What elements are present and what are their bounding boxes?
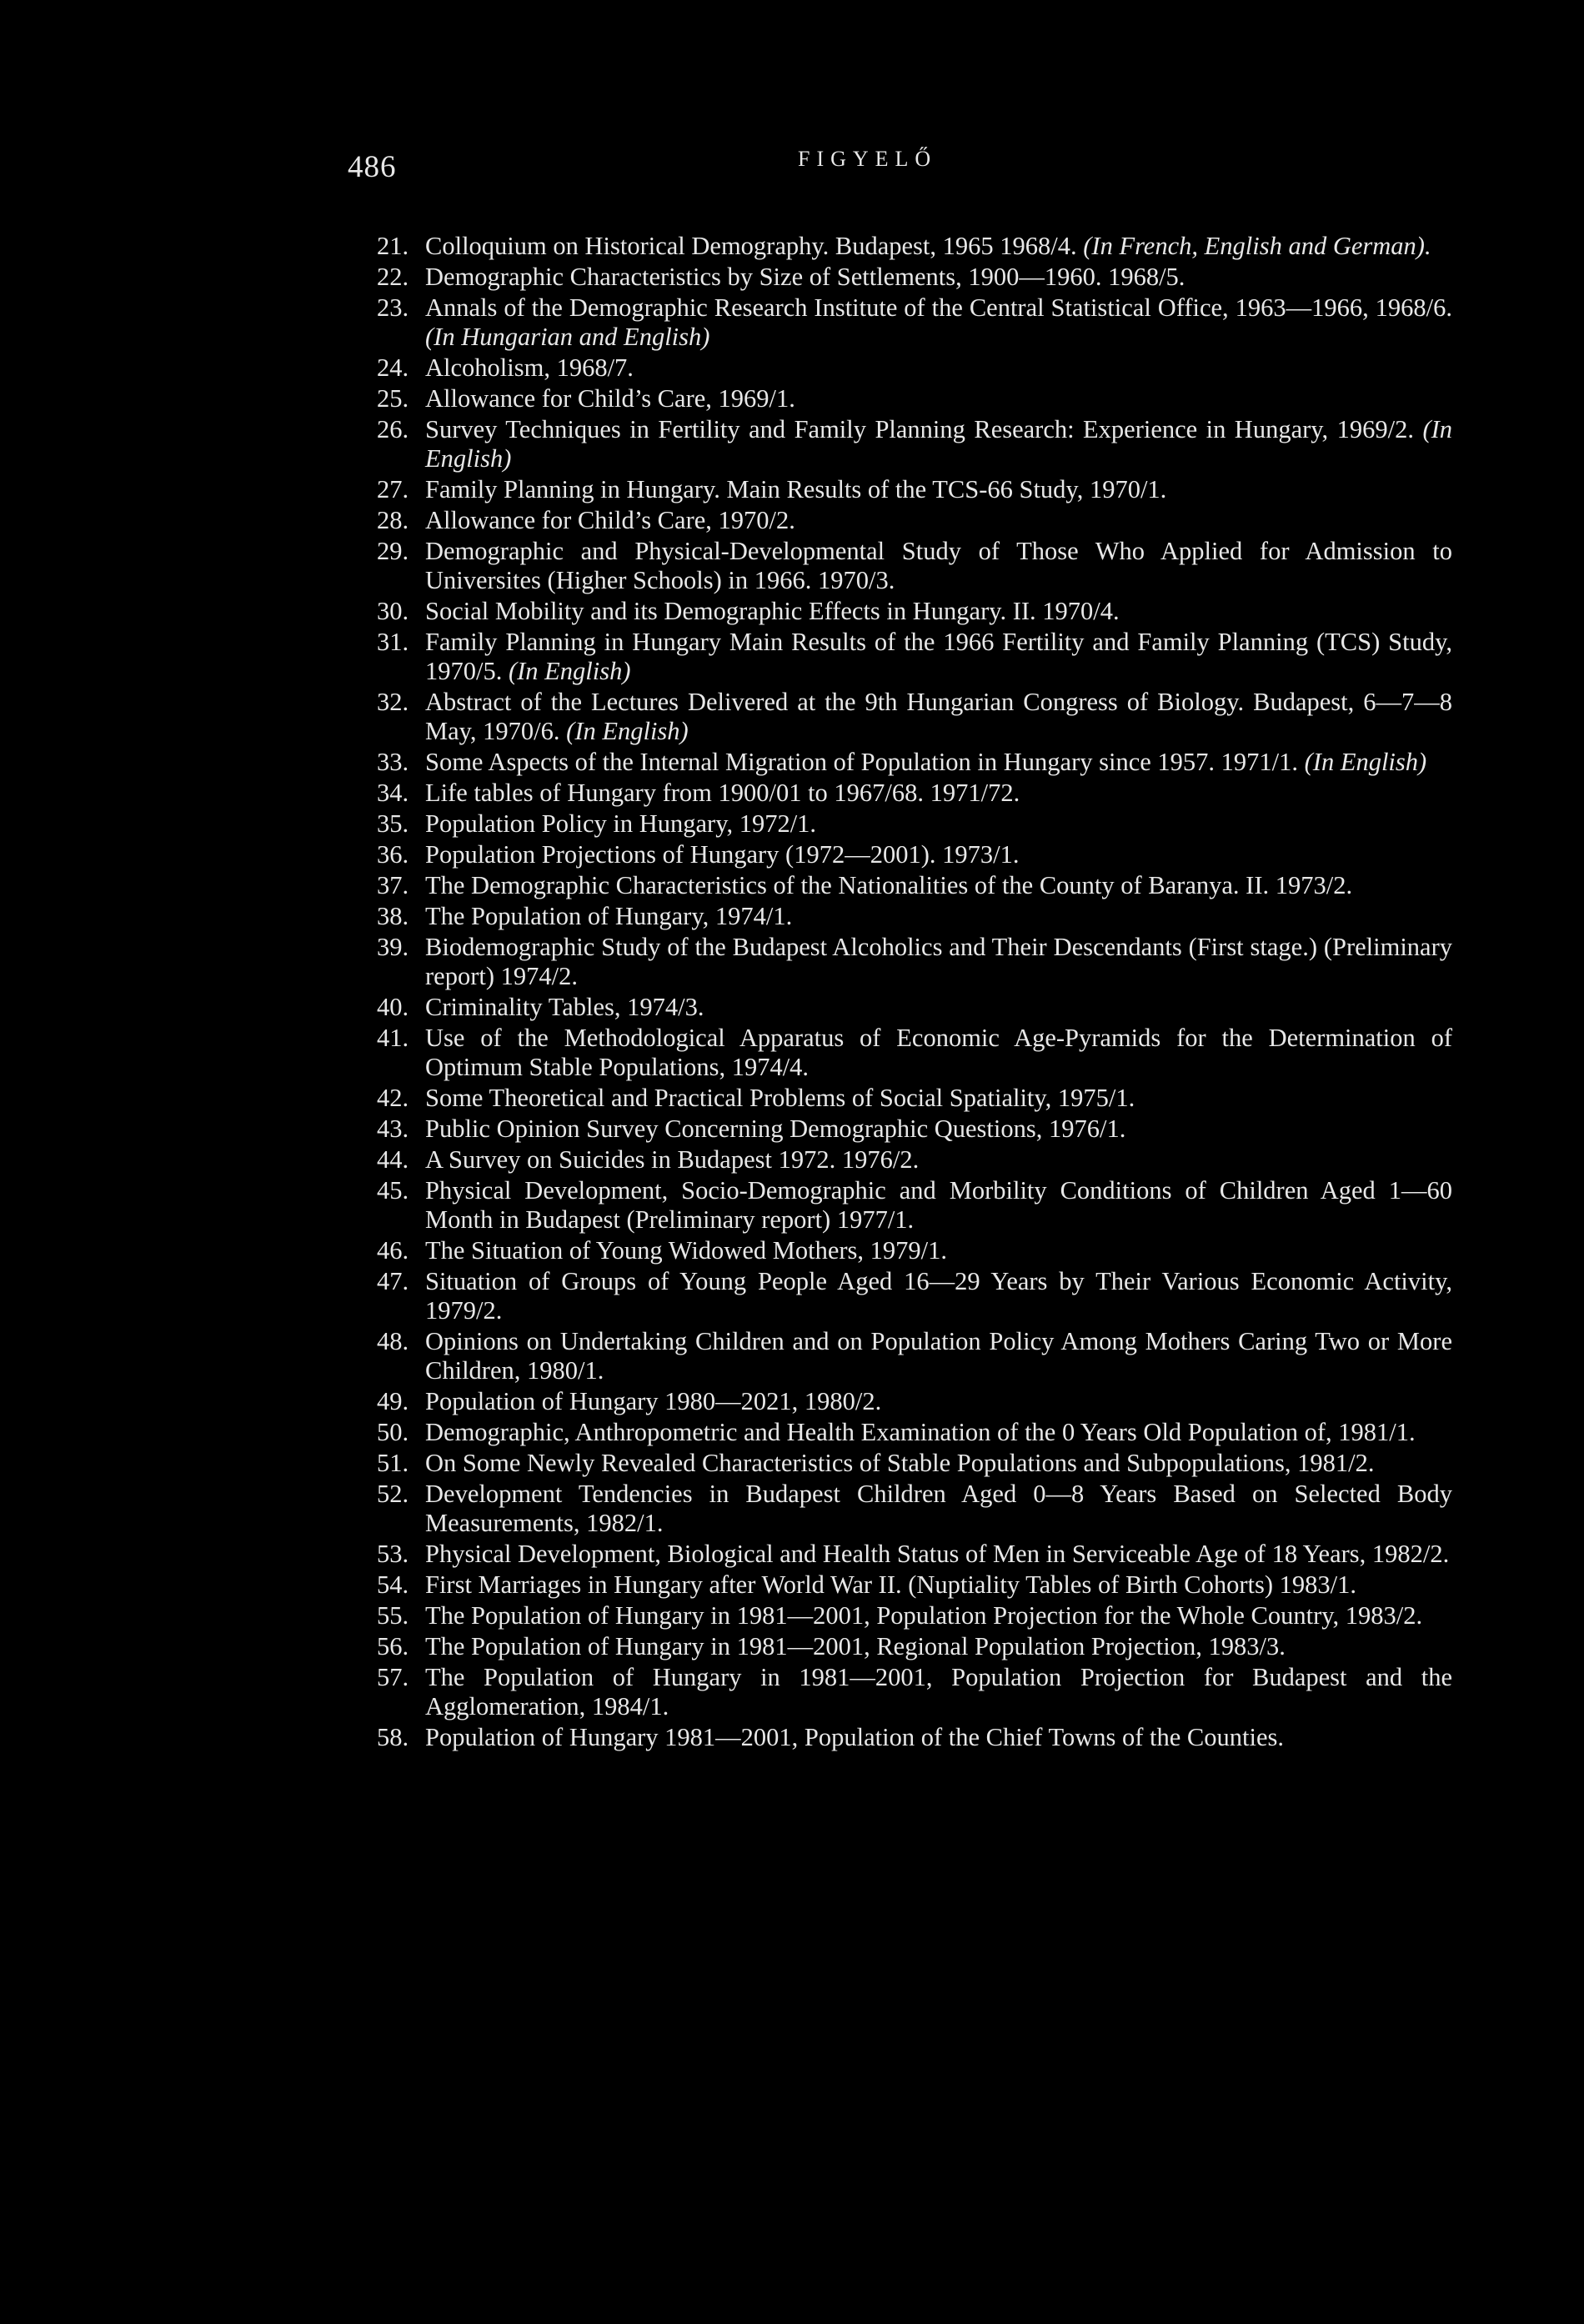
entry-language-note: (In French, English and German).	[1083, 232, 1431, 260]
entry-text	[425, 1024, 1452, 1082]
entry-number: 44.	[377, 1145, 409, 1174]
entry-number: 23.	[377, 293, 409, 322]
entry-text	[425, 809, 1452, 839]
entry-title: Development Tendencies in Budapest Children Aged 0—8 Years Based on Selected Body Measurements, 1982/1.	[425, 1480, 1452, 1537]
entry-text	[425, 902, 1452, 931]
running-title: FIGYELŐ	[798, 147, 938, 171]
entry-title: Allowance for Child’s Care, 1970/2.	[425, 506, 795, 534]
list-item	[377, 1449, 1452, 1478]
list-item	[377, 353, 1452, 383]
entry-text	[425, 748, 1452, 777]
list-item	[377, 537, 1452, 595]
entry-text	[425, 293, 1452, 352]
entry-title: Physical Development, Socio-Demographic and Morbility Conditions of Children Aged 1—60 Month in Budapest (Preliminary report) 1977/1.	[425, 1176, 1452, 1234]
entry-title: Physical Development, Biological and Health Status of Men in Serviceable Age of 18 Years, 1982/2.	[425, 1540, 1450, 1568]
entry-number: 46.	[377, 1236, 409, 1265]
entry-number: 30.	[377, 597, 409, 625]
list-item	[377, 1267, 1452, 1325]
list-item	[377, 597, 1452, 626]
entry-text	[425, 993, 1452, 1022]
entry-text	[425, 1327, 1452, 1385]
entry-text	[425, 871, 1452, 900]
entry-number: 47.	[377, 1267, 409, 1295]
entry-text	[425, 1084, 1452, 1113]
entry-number: 36.	[377, 840, 409, 869]
list-item	[377, 1327, 1452, 1385]
entry-title: Survey Techniques in Fertility and Family Planning Research: Experience in Hungary, 1969/2.	[425, 415, 1414, 443]
list-item	[377, 1480, 1452, 1538]
entry-number: 48.	[377, 1327, 409, 1355]
entry-title: The Situation of Young Widowed Mothers, 1979/1.	[425, 1236, 947, 1265]
entry-title: First Marriages in Hungary after World War II. (Nuptiality Tables of Birth Cohorts) 1983/1.	[425, 1570, 1357, 1599]
entry-language-note: (In English)	[508, 657, 631, 685]
entry-text	[425, 840, 1452, 869]
entry-title: Public Opinion Survey Concerning Demographic Questions, 1976/1.	[425, 1114, 1126, 1143]
list-item	[377, 232, 1452, 261]
entry-title: The Population of Hungary in 1981—2001, Population Projection for Budapest and the Agglomeration, 1984/1.	[425, 1663, 1452, 1720]
list-item	[377, 1145, 1452, 1175]
list-item	[377, 1418, 1452, 1447]
list-item	[377, 263, 1452, 292]
list-item	[377, 293, 1452, 352]
entry-text	[425, 1236, 1452, 1265]
list-item	[377, 384, 1452, 413]
publication-list	[377, 232, 1452, 1754]
list-item	[377, 1114, 1452, 1144]
entry-number: 22.	[377, 263, 409, 291]
list-item	[377, 1723, 1452, 1752]
entry-title: Population of Hungary 1981—2001, Population of the Chief Towns of the Counties.	[425, 1723, 1284, 1751]
entry-language-note: (In English)	[566, 717, 689, 745]
list-item	[377, 628, 1452, 686]
entry-text	[425, 1267, 1452, 1325]
entry-title: Abstract of the Lectures Delivered at the 9th Hungarian Congress of Biology. Budapest, 6—7—8 May, 1970/6.	[425, 688, 1452, 745]
entry-number: 39.	[377, 933, 409, 961]
entry-title: Annals of the Demographic Research Institute of the Central Statistical Office, 1963—1966, 1968/6.	[425, 293, 1452, 322]
entry-number: 58.	[377, 1723, 409, 1751]
entry-number: 25.	[377, 384, 409, 413]
entry-text	[425, 1114, 1452, 1144]
list-item	[377, 475, 1452, 504]
entry-title: Some Theoretical and Practical Problems of Social Spatiality, 1975/1.	[425, 1084, 1135, 1112]
entry-number: 51.	[377, 1449, 409, 1477]
entry-text	[425, 353, 1452, 383]
list-item	[377, 933, 1452, 991]
entry-text	[425, 1418, 1452, 1447]
entry-language-note: (In English)	[1304, 748, 1427, 776]
entry-title: Demographic Characteristics by Size of Settlements, 1900—1960. 1968/5.	[425, 263, 1185, 291]
list-item	[377, 809, 1452, 839]
entry-title: Population Policy in Hungary, 1972/1.	[425, 809, 817, 838]
list-item	[377, 506, 1452, 535]
entry-text	[425, 628, 1452, 686]
list-item	[377, 1024, 1452, 1082]
list-item	[377, 1663, 1452, 1721]
entry-title: Social Mobility and its Demographic Effects in Hungary. II. 1970/4.	[425, 597, 1120, 625]
list-item	[377, 993, 1452, 1022]
entry-title: Family Planning in Hungary. Main Results of the TCS-66 Study, 1970/1.	[425, 475, 1167, 503]
entry-number: 40.	[377, 993, 409, 1021]
list-item	[377, 871, 1452, 900]
entry-number: 24.	[377, 353, 409, 382]
entry-text	[425, 597, 1452, 626]
entry-title: Opinions on Undertaking Children and on Population Policy Among Mothers Caring Two or More Children, 1980/1.	[425, 1327, 1452, 1385]
entry-title: Colloquium on Historical Demography. Budapest, 1965 1968/4.	[425, 232, 1077, 260]
entry-text	[425, 1176, 1452, 1235]
entry-title: Situation of Groups of Young People Aged 16—29 Years by Their Various Economic Activity, 1979/2.	[425, 1267, 1452, 1325]
entry-text	[425, 779, 1452, 808]
entry-title: Family Planning in Hungary Main Results of the 1966 Fertility and Family Planning (TCS) Study, 1970/5.	[425, 628, 1452, 685]
entry-text	[425, 1449, 1452, 1478]
entry-title: The Population of Hungary, 1974/1.	[425, 902, 793, 930]
page-number: 486	[348, 150, 397, 184]
entry-number: 26.	[377, 415, 409, 443]
list-item	[377, 1176, 1452, 1235]
entry-title: Alcoholism, 1968/7.	[425, 353, 634, 382]
entry-text	[425, 933, 1452, 991]
list-item	[377, 779, 1452, 808]
entry-text	[425, 506, 1452, 535]
entry-number: 49.	[377, 1387, 409, 1415]
entry-text	[425, 688, 1452, 746]
entry-text	[425, 1480, 1452, 1538]
list-item	[377, 1601, 1452, 1630]
entry-number: 38.	[377, 902, 409, 930]
entry-language-note: (In Hungarian and English)	[425, 323, 710, 351]
entry-title: The Demographic Characteristics of the Nationalities of the County of Baranya. II. 1973/2.	[425, 871, 1353, 899]
entry-title: Population of Hungary 1980—2021, 1980/2.	[425, 1387, 882, 1415]
entry-number: 53.	[377, 1540, 409, 1568]
entry-title: Some Aspects of the Internal Migration of Population in Hungary since 1957. 1971/1.	[425, 748, 1299, 776]
entry-title: Demographic, Anthropometric and Health Examination of the 0 Years Old Population of, 1981/1.	[425, 1418, 1416, 1446]
entry-number: 55.	[377, 1601, 409, 1630]
entry-number: 37.	[377, 871, 409, 899]
entry-title: Use of the Methodological Apparatus of Economic Age-Pyramids for the Determination of Optimum Stable Populations, 1974/4.	[425, 1024, 1452, 1081]
entry-title: Biodemographic Study of the Budapest Alcoholics and Their Descendants (First stage.) (Preliminary report) 1974/2.	[425, 933, 1452, 990]
list-item	[377, 1540, 1452, 1569]
entry-title: Life tables of Hungary from 1900/01 to 1967/68. 1971/72.	[425, 779, 1020, 807]
entry-number: 35.	[377, 809, 409, 838]
entry-number: 57.	[377, 1663, 409, 1691]
entry-text	[425, 1663, 1452, 1721]
entry-text	[425, 537, 1452, 595]
list-item	[377, 1387, 1452, 1416]
entry-language-note: (In English)	[425, 415, 1453, 473]
entry-title: On Some Newly Revealed Characteristics of Stable Populations and Subpopulations, 1981/2.	[425, 1449, 1375, 1477]
entry-text	[425, 1570, 1452, 1600]
entry-number: 33.	[377, 748, 409, 776]
entry-title: Demographic and Physical-Developmental Study of Those Who Applied for Admission to Universites (Higher Schools) in 1966. 1970/3.	[425, 537, 1452, 594]
entry-text	[425, 1387, 1452, 1416]
list-item	[377, 1570, 1452, 1600]
entry-text	[425, 232, 1452, 261]
entry-number: 41.	[377, 1024, 409, 1052]
entry-title: The Population of Hungary in 1981—2001, Regional Population Projection, 1983/3.	[425, 1632, 1286, 1660]
entry-number: 50.	[377, 1418, 409, 1446]
entry-number: 32.	[377, 688, 409, 716]
entry-title: Criminality Tables, 1974/3.	[425, 993, 704, 1021]
entry-text	[425, 1601, 1452, 1630]
list-item	[377, 748, 1452, 777]
entry-title: Allowance for Child’s Care, 1969/1.	[425, 384, 795, 413]
list-item	[377, 902, 1452, 931]
entry-text	[425, 1540, 1452, 1569]
list-item	[377, 1236, 1452, 1265]
entry-number: 31.	[377, 628, 409, 656]
entry-text	[425, 475, 1452, 504]
list-item	[377, 415, 1452, 473]
entry-number: 29.	[377, 537, 409, 565]
entry-number: 43.	[377, 1114, 409, 1143]
entry-title: The Population of Hungary in 1981—2001, Population Projection for the Whole Country, 1983/2.	[425, 1601, 1423, 1630]
entry-text	[425, 384, 1452, 413]
entry-text	[425, 1723, 1452, 1752]
entry-number: 27.	[377, 475, 409, 503]
entry-title: A Survey on Suicides in Budapest 1972. 1976/2.	[425, 1145, 920, 1174]
entry-text	[425, 1145, 1452, 1175]
entry-text	[425, 263, 1452, 292]
entry-number: 54.	[377, 1570, 409, 1599]
entry-number: 42.	[377, 1084, 409, 1112]
entry-number: 28.	[377, 506, 409, 534]
entry-number: 34.	[377, 779, 409, 807]
entry-text	[425, 1632, 1452, 1661]
entry-number: 45.	[377, 1176, 409, 1205]
entry-text	[425, 415, 1452, 473]
list-item	[377, 688, 1452, 746]
list-item	[377, 840, 1452, 869]
entry-number: 52.	[377, 1480, 409, 1508]
list-item	[377, 1084, 1452, 1113]
entry-number: 56.	[377, 1632, 409, 1660]
list-item	[377, 1632, 1452, 1661]
entry-number: 21.	[377, 232, 409, 260]
entry-title: Population Projections of Hungary (1972—2001). 1973/1.	[425, 840, 1020, 869]
